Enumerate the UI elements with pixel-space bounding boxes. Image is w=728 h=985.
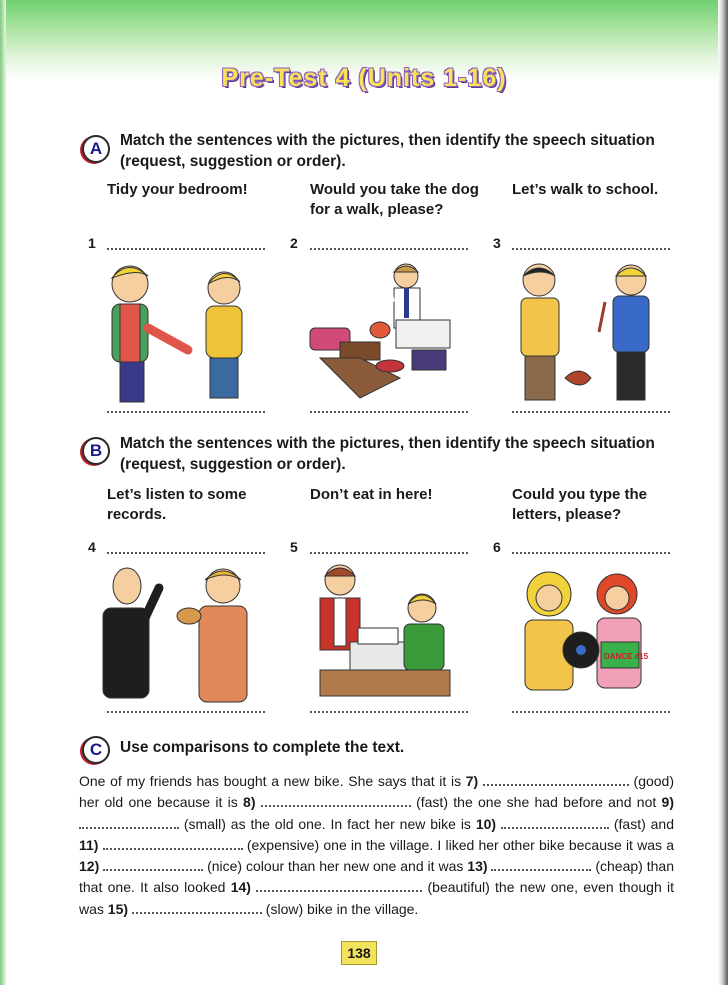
page-left-edge	[0, 0, 6, 985]
man-pointing-arm	[366, 298, 394, 304]
section-b-instruction	[120, 433, 655, 475]
sentence-records	[107, 485, 246, 525]
answer-line-1[interactable]	[107, 248, 265, 250]
text-part: (cheap) than that one. It also looked	[79, 858, 674, 896]
item-number-5: 5	[290, 539, 298, 555]
gap-number-7: 7)	[465, 773, 479, 789]
boy-jumper	[613, 296, 649, 352]
gap-number-12: 12)	[79, 858, 100, 875]
item-number-4: 4	[88, 539, 96, 555]
picture-dog-walk	[505, 258, 665, 406]
desk	[320, 670, 450, 696]
answer-line-6-situation[interactable]	[512, 711, 670, 713]
text-part: (beautiful) the new one, even though it was	[79, 879, 675, 917]
section-a-instruction-line2: (request, suggestion or order).	[120, 153, 346, 170]
typewriter	[350, 642, 406, 674]
section-c-badge: C	[82, 736, 110, 764]
section-b-badge: B	[82, 437, 110, 465]
text-part: (small) as the old one. In fact her new bike is	[179, 815, 476, 832]
text-part: (nice) colour than her new one and it was	[203, 858, 468, 875]
trainer-shoe	[376, 360, 404, 372]
page-number: 138	[341, 941, 377, 965]
teacher-suit	[103, 608, 149, 698]
teacher-raised-arm	[145, 588, 159, 618]
sentence-dog-line1: Would you take the dog	[310, 181, 479, 198]
man-trousers	[525, 356, 555, 400]
sentence-type-letters-line1: Could you type the	[512, 486, 647, 503]
sentence-tidy: Tidy your bedroom!	[107, 181, 248, 198]
answer-line-4-situation[interactable]	[107, 711, 265, 713]
answer-line-5[interactable]	[310, 552, 468, 554]
paper	[358, 628, 398, 644]
boy-jacket	[199, 606, 247, 702]
answer-line-4[interactable]	[107, 552, 265, 554]
answer-line-6[interactable]	[512, 552, 670, 554]
dog-lead	[599, 302, 605, 332]
answer-line-3[interactable]	[512, 248, 670, 250]
answer-line-3-situation[interactable]	[512, 411, 670, 413]
section-a-instruction-line1: Match the sentences with the pictures, then identify the speech situation	[120, 132, 655, 149]
picture-tidy-bedroom	[98, 258, 258, 406]
section-c-instruction: Use comparisons to complete the text.	[120, 739, 405, 756]
boy2-jeans	[210, 358, 238, 398]
gap-8[interactable]	[261, 794, 411, 807]
gap-9[interactable]	[79, 816, 179, 829]
gap-12[interactable]	[103, 858, 203, 871]
record-sleeve-text: DANCE #15	[604, 652, 649, 661]
gap-number-11: 11)	[79, 836, 99, 853]
teacher-head	[113, 568, 141, 604]
picture-typing	[300, 558, 460, 706]
section-a-badge: A	[82, 135, 110, 163]
boy1-arm	[148, 328, 188, 350]
newspaper	[396, 320, 450, 348]
answer-line-1-situation[interactable]	[107, 411, 265, 413]
text-part: (expensive) one in the village. I liked her other bike because it was a	[242, 836, 674, 853]
man-shirt	[521, 298, 559, 356]
secretary-dress	[404, 624, 444, 670]
sentence-dog-line2: for a walk, please?	[310, 201, 444, 218]
gap-number-9: 9)	[661, 794, 674, 811]
section-b-instruction-line1: Match the sentences with the pictures, then identify the speech situation	[120, 435, 655, 452]
girl1-face	[536, 585, 562, 611]
boss-shirt	[334, 598, 346, 646]
shoes	[412, 350, 446, 370]
books-pile	[340, 342, 380, 360]
boy1-trousers	[120, 362, 144, 402]
dog	[565, 371, 591, 385]
text-part: (fast) the one she had before and not	[410, 794, 662, 811]
page-title: Pre-Test 4 (Units 1-16)	[221, 64, 507, 92]
text-part: (fast) and	[608, 815, 675, 832]
comparison-text	[79, 771, 674, 920]
text-part: (slow) bike in the village.	[261, 900, 419, 917]
picture-dont-eat	[95, 558, 255, 706]
gap-number-13: 13)	[467, 858, 488, 875]
answer-line-2[interactable]	[310, 248, 468, 250]
sentence-dog	[310, 180, 479, 220]
item-number-1: 1	[88, 235, 96, 251]
man-tie	[404, 288, 409, 318]
section-a-instruction	[120, 130, 655, 172]
text-part: One of my friends has bought a new bike. She says that it is	[79, 773, 466, 789]
sentence-type-letters-line2: letters, please?	[512, 506, 622, 523]
gap-number-15: 15)	[107, 900, 129, 917]
record-label-dot	[576, 645, 586, 655]
sentence-dont-eat: Don’t eat in here!	[310, 486, 433, 503]
item-number-6: 6	[493, 539, 501, 555]
item-number-2: 2	[290, 235, 298, 251]
text-part: (good) her old one because it is	[79, 773, 675, 811]
picture-messy-room	[300, 258, 460, 406]
section-b-instruction-line2: (request, suggestion or order).	[120, 456, 346, 473]
picture-records	[505, 558, 665, 706]
gap-7[interactable]	[483, 773, 629, 786]
sentence-records-line1: Let’s listen to some	[107, 486, 247, 503]
gap-number-14: 14)	[230, 879, 251, 896]
answer-line-2-situation[interactable]	[310, 411, 468, 413]
ball	[370, 322, 390, 338]
gap-number-8: 8)	[243, 794, 256, 811]
boy1-shirt	[120, 304, 140, 362]
sentence-records-line2: records.	[107, 506, 167, 523]
sandwich	[177, 608, 201, 624]
gap-11[interactable]	[103, 837, 243, 850]
sentence-type-letters	[512, 485, 647, 525]
gap-15[interactable]	[132, 901, 262, 914]
page-binding-edge	[718, 0, 728, 985]
sentence-walk: Let’s walk to school.	[512, 181, 659, 198]
gap-number-10: 10)	[475, 815, 497, 832]
boy2-shirt	[206, 306, 242, 358]
gap-14[interactable]	[256, 879, 422, 892]
girl2-face	[605, 586, 629, 610]
gap-13[interactable]	[491, 858, 591, 871]
boy-trousers	[617, 352, 645, 400]
gap-10[interactable]	[501, 816, 609, 829]
answer-line-5-situation[interactable]	[310, 711, 468, 713]
item-number-3: 3	[493, 235, 501, 251]
